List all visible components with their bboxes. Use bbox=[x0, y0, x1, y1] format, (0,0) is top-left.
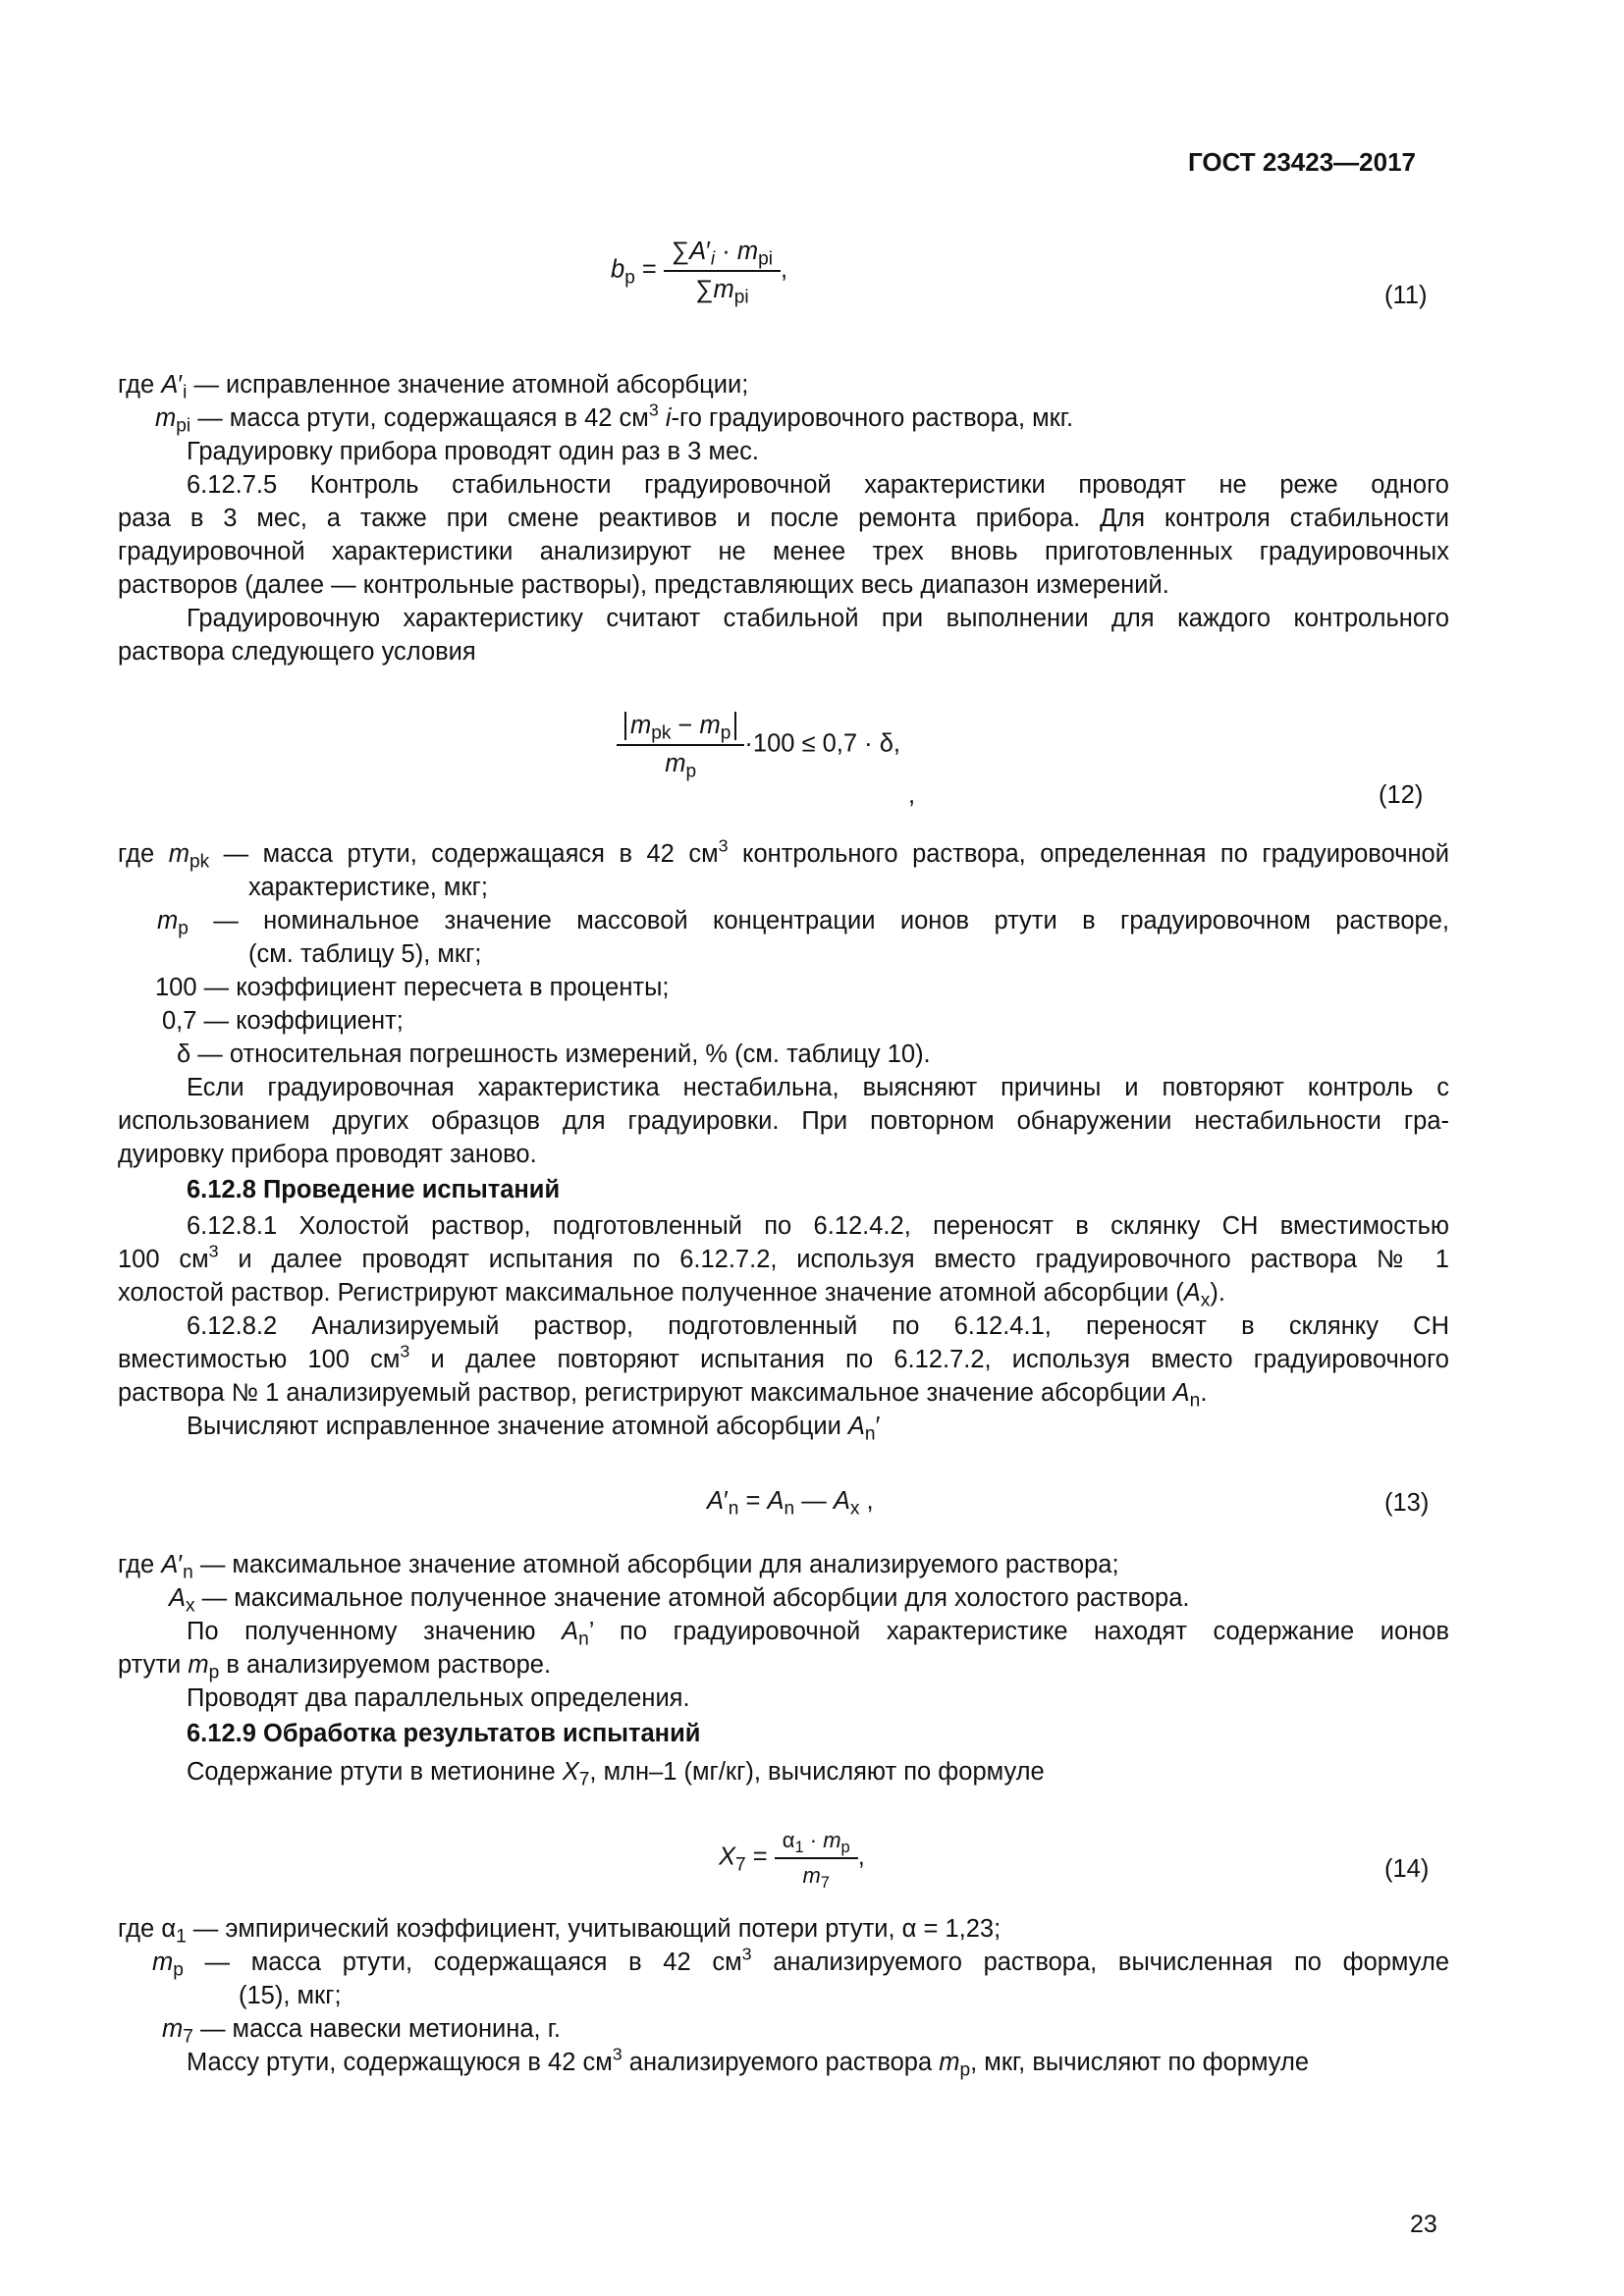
paragraph-mercury-content: Содержание ртути в метионине $X_7$, млн–1 (мг/кг), вычисляют по формуле bbox=[187, 1758, 1045, 1790]
where-11-line-1: где $A'_i$ — исправленное значение атомной абсорбции; bbox=[118, 371, 749, 403]
where-12-line-2-cont: (см. таблицу 5), мкг; bbox=[248, 940, 482, 968]
paragraph-6-12-7-5-line-2: раза в 3 мес, а также при смене реактивов и после ремонта прибора. Для контроля стабильности bbox=[118, 505, 1449, 532]
equation-13-number: (13) bbox=[1384, 1489, 1430, 1517]
equation-14-fraction: $\frac{\alpha_1 \cdot m_p}{m_7}$ bbox=[775, 1828, 858, 1889]
page-number: 23 bbox=[1410, 2211, 1437, 2238]
where-14-line-3: $m_7$ — масса навески метионина, г. bbox=[162, 2015, 561, 2048]
paragraph-6-12-8-1-line-3: холостой раствор. Регистрируют максимальное полученное значение атомной абсорбции $(A_x)$. bbox=[118, 1279, 1225, 1311]
equation-11: $b_p$ = $\frac{\sum A'_i \cdot m_{pi}}{\sum m_{pi}}$ , bbox=[611, 238, 788, 308]
equation-12: $\frac{m_{pk} - m_p}{m_p}$ ·100 ≤ 0,7 · δ, bbox=[617, 712, 900, 778]
where-13-line-2: $A_x$ — максимальное полученное значение атомной абсорбции для холостого раствора. bbox=[169, 1584, 1190, 1617]
paragraph-parallel: Проводят два параллельных определения. bbox=[187, 1684, 690, 1712]
equation-12-comma: , bbox=[908, 781, 916, 809]
paragraph-unstable-line-1: Если градуировочная характеристика нестабильна, выясняют причины и повторяют контроль с bbox=[187, 1074, 1449, 1101]
paragraph-mercury-mass: Массу ртути, содержащуюся в 42 $см^3$ анализируемого раствора $m_p$, мкг, вычисляют по формуле bbox=[187, 2044, 1310, 2081]
where-12-line-1-cont: характеристике, мкг; bbox=[248, 874, 488, 901]
equation-12-number: (12) bbox=[1379, 781, 1424, 809]
paragraph-corrected-value: Вычисляют исправленное значение атомной абсорбции $A_n'$ bbox=[187, 1413, 881, 1445]
paragraph-6-12-8-1-line-1: 6.12.8.1 Холостой раствор, подготовленный по 6.12.4.2, переносят в склянку СН вместимостью bbox=[187, 1212, 1449, 1240]
where-13-line-1: где $A'_n$ — максимальное значение атомной абсорбции для анализируемого раствора; bbox=[118, 1551, 1119, 1583]
paragraph-stability-line-1: Градуировочную характеристику считают стабильной при выполнении для каждого контрольного bbox=[187, 605, 1449, 632]
where-12-line-1: где $m_{pk}$ — масса ртути, содержащаяся в 42 $см^3$ контрольного раствора, определенная по градуировочной bbox=[118, 835, 1449, 873]
equation-11-fraction: $\frac{\sum A'_i \cdot m_{pi}}{\sum m_{pi}}$ bbox=[664, 238, 781, 304]
section-heading-6-12-8: 6.12.8 Проведение испытаний bbox=[187, 1176, 561, 1203]
paragraph-6-12-7-5-line-4: растворов (далее — контрольные растворы), представляющих весь диапазон измерений. bbox=[118, 571, 1169, 599]
paragraph-find-content-line-2: ртути $m_p$ в анализируемом растворе. bbox=[118, 1651, 552, 1683]
where-14-line-2: $m_p$ — масса ртути, содержащаяся в 42 $см^3$ анализируемого раствора, вычисленная по формуле bbox=[152, 1944, 1450, 1981]
equation-12-fraction: $\frac{m_{pk} - m_p}{m_p}$ bbox=[617, 712, 744, 778]
equation-11-number: (11) bbox=[1384, 282, 1428, 309]
section-heading-6-12-9: 6.12.9 Обработка результатов испытаний bbox=[187, 1720, 701, 1747]
where-12-line-2: $m_p$ — номинальное значение массовой концентрации ионов ртути в градуировочном растворе, bbox=[157, 907, 1449, 939]
where-11-line-2: $m_{pi}$ — масса ртути, содержащаяся в 42 $см^3$ i-го градуировочного раствора, мкг. bbox=[155, 400, 1074, 437]
paragraph-6-12-7-5-line-3: градуировочной характеристики анализируют не менее трех вновь приготовленных градуировочных bbox=[118, 538, 1449, 565]
paragraph-find-content-line-1: По полученному значению $A_n$’ по градуировочной характеристике находят содержание ионов bbox=[187, 1618, 1449, 1650]
where-14-line-1: где $\alpha_1$ — эмпирический коэффициент, учитывающий потери ртути, α = 1,23; bbox=[118, 1915, 1001, 1948]
paragraph-6-12-8-1-line-2: 100 $см^3$ и далее проводят испытания по 6.12.7.2, используя вместо градуировочного раствора № 1 bbox=[118, 1241, 1449, 1273]
paragraph-6-12-7-5-line-1: 6.12.7.5 Контроль стабильности градуировочной характеристики проводят не реже одного bbox=[187, 471, 1449, 499]
paragraph-unstable-line-3: дуировку прибора проводят заново. bbox=[118, 1141, 537, 1168]
paragraph-6-12-8-2-line-1: 6.12.8.2 Анализируемый раствор, подготовленный по 6.12.4.1, переносят в склянку СН bbox=[187, 1312, 1449, 1340]
equation-13: $A'_n = A_n$ — $A_x$ , bbox=[707, 1487, 874, 1520]
paragraph-stability-line-2: раствора следующего условия bbox=[118, 638, 476, 666]
document-header: ГОСТ 23423—2017 bbox=[1188, 147, 1416, 177]
paragraph-calibration-period: Градуировку прибора проводят один раз в 3 мес. bbox=[187, 438, 759, 465]
paragraph-6-12-8-2-line-2: вместимостью 100 $см^3$ и далее повторяют испытания по 6.12.7.2, используя вместо градуировочного bbox=[118, 1341, 1449, 1373]
where-12-line-4: 0,7 — коэффициент; bbox=[162, 1007, 404, 1035]
where-14-line-2-cont: (15), мкг; bbox=[239, 1982, 342, 2009]
where-12-line-5: δ — относительная погрешность измерений, % (см. таблицу 10). bbox=[177, 1041, 931, 1068]
equation-14-number: (14) bbox=[1384, 1855, 1430, 1883]
paragraph-6-12-8-2-line-3: раствора № 1 анализируемый раствор, регистрируют максимальное значение абсорбции $A_n$. bbox=[118, 1379, 1208, 1412]
paragraph-unstable-line-2: использованием других образцов для градуировки. При повторном обнаружении нестабильности гра- bbox=[118, 1107, 1449, 1135]
equation-14: $X_7$ = $\frac{\alpha_1 \cdot m_p}{m_7}$ , bbox=[719, 1828, 865, 1892]
where-12-line-3: 100 — коэффициент пересчета в проценты; bbox=[155, 974, 670, 1001]
